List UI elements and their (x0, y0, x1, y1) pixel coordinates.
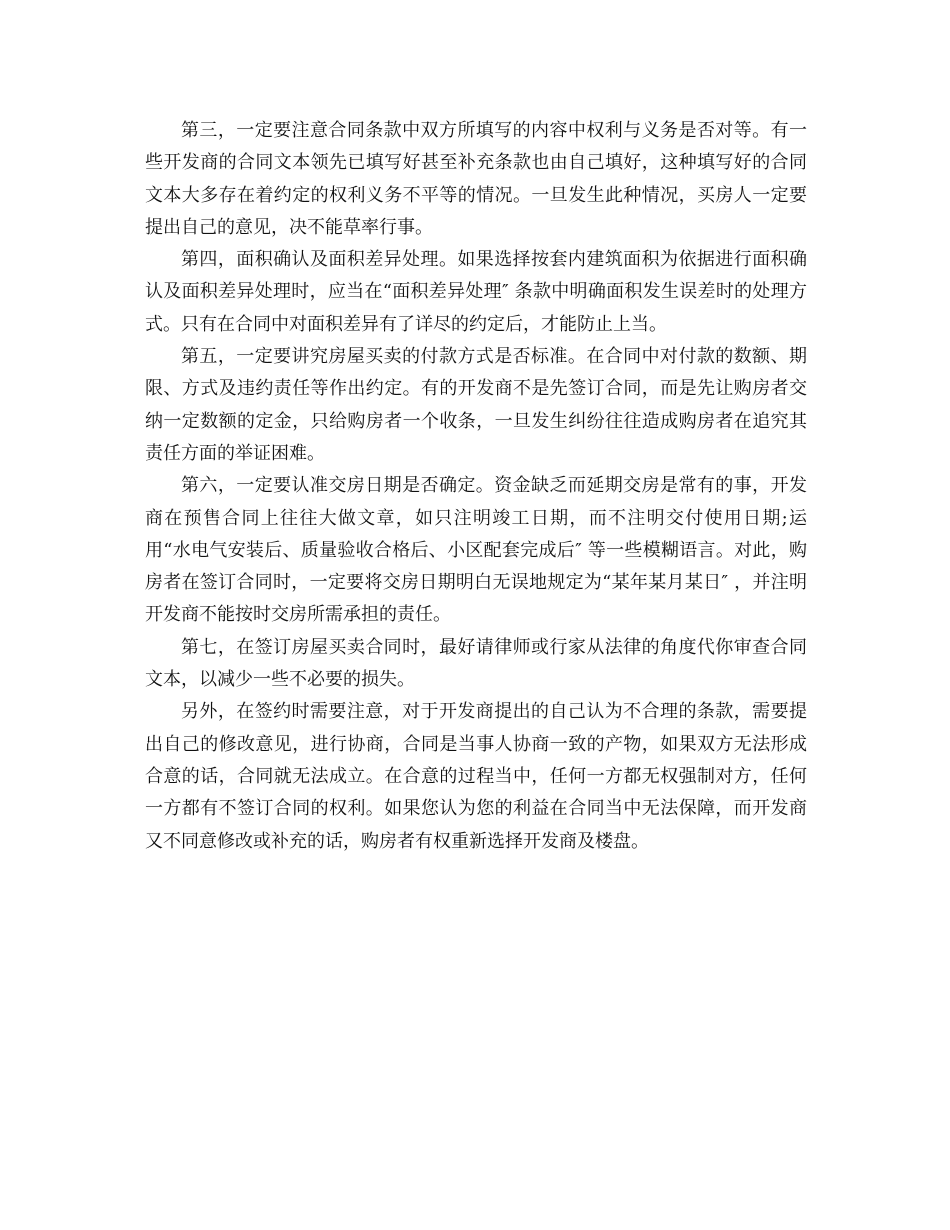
paragraph-fourth: 第四，面积确认及面积差异处理。如果选择按套内建筑面积为依据进行面积确认及面积差异处理时，应当在“面积差异处理″ 条款中明确面积发生误差时的处理方式。只有在合同中对面积差异有了详尽的约定后，才能防止上当。 (145, 249, 807, 335)
paragraph-seventh: 第七，在签订房屋买卖合同时，最好请律师或行家从法律的角度代你审查合同文本，以减少一些不必要的损失。 (145, 636, 807, 691)
paragraph-sixth: 第六，一定要认准交房日期是否确定。资金缺乏而延期交房是常有的事，开发商在预售合同上往往大做文章，如只注明竣工日期，而不注明交付使用日期;运用“水电气安装后、质量验收合格后、小区配套完成后″ 等一些模糊语言。对此，购房者在签订合同时，一定要将交房日期明白无误地规定为“某年某月某日″ ，并注明开发商不能按时交房所需承担的责任。 (145, 475, 807, 626)
paragraph-third: 第三，一定要注意合同条款中双方所填写的内容中权利与义务是否对等。有一些开发商的合同文本领先已填写好甚至补充条款也由自己填好，这种填写好的合同文本大多存在着约定的权利义务不平等的情况。一旦发生此种情况，买房人一定要提出自己的意见，决不能草率行事。 (145, 120, 807, 238)
paragraph-fifth: 第五，一定要讲究房屋买卖的付款方式是否标准。在合同中对付款的数额、期限、方式及违约责任等作出约定。有的开发商不是先签订合同，而是先让购房者交纳一定数额的定金，只给购房者一个收条，一旦发生纠纷往往造成购房者在追究其责任方面的举证困难。 (145, 346, 807, 464)
document-body (145, 115, 807, 858)
paragraph-additional: 另外，在签约时需要注意，对于开发商提出的自己认为不合理的条款，需要提出自己的修改意见，进行协商，合同是当事人协商一致的产物，如果双方无法形成合意的话，合同就无法成立。在合意的过程当中，任何一方都无权强制对方，任何一方都有不签订合同的权利。如果您认为您的利益在合同当中无法保障，而开发商又不同意修改或补充的话，购房者有权重新选择开发商及楼盘。 (145, 701, 807, 852)
